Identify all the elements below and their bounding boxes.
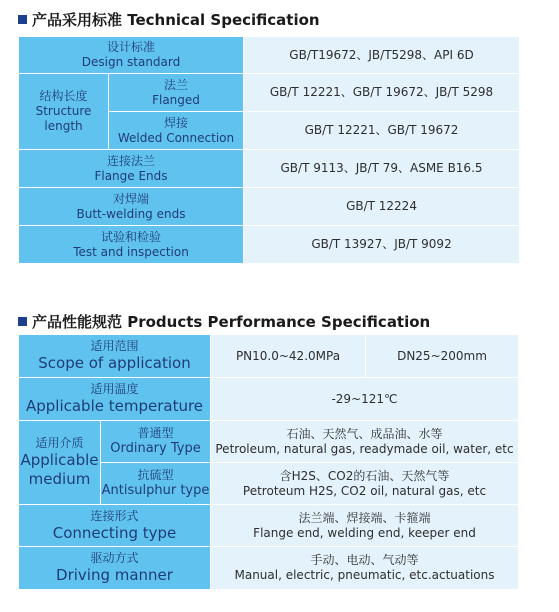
size-range-value: DN25~200mm [366, 335, 519, 378]
table-row [19, 505, 519, 547]
table-row [19, 421, 519, 463]
welded-connection-label: 焊接 Welded Connection [109, 112, 244, 150]
temperature-value: -29~121℃ [211, 378, 519, 421]
technical-spec-heading [18, 8, 320, 30]
heading-square-icon [18, 317, 27, 326]
connecting-type-value: 法兰端、焊接端、卡箍端 Flange end, welding end, keeper end [211, 505, 519, 547]
structure-length-label: 结构长度 Structure length [19, 74, 109, 150]
test-inspection-value: GB/T 13927、JB/T 9092 [244, 226, 520, 264]
table-row [19, 150, 520, 188]
flange-ends-label: 连接法兰 Flange Ends [19, 150, 244, 188]
technical-spec-title: 产品采用标准 Technical Specification [32, 10, 320, 29]
table-row [19, 547, 519, 590]
driving-manner-label: 驱动方式 Driving manner [19, 547, 211, 590]
temperature-label: 适用温度 Applicable temperature [19, 378, 211, 421]
medium-label: 适用介质 Applicable medium [19, 421, 101, 505]
driving-manner-value: 手动、电动、气动等 Manual, electric, pneumatic, etc.actuations [211, 547, 519, 590]
connecting-type-label: 连接形式 Connecting type [19, 505, 211, 547]
antisulphur-type-value: 含H2S、CO2的石油、天然气等 Petroteum H2S, CO2 oil, natural gas, etc [211, 463, 519, 505]
butt-welding-value: GB/T 12224 [244, 188, 520, 226]
design-standard-label: 设计标准 Design standard [19, 37, 244, 74]
heading-square-icon [18, 15, 27, 24]
table-row [19, 37, 520, 74]
scope-label: 适用范围 Scope of application [19, 335, 211, 378]
test-inspection-label: 试验和检验 Test and inspection [19, 226, 244, 264]
pressure-range-value: PN10.0~42.0MPa [211, 335, 366, 378]
butt-welding-label: 对焊端 Butt-welding ends [19, 188, 244, 226]
table-row [19, 188, 520, 226]
antisulphur-type-label: 抗硫型 Antisulphur type [101, 463, 211, 505]
flange-ends-value: GB/T 9113、JB/T 79、ASME B16.5 [244, 150, 520, 188]
flanged-value: GB/T 12221、GB/T 19672、JB/T 5298 [244, 74, 520, 112]
performance-spec-table [18, 334, 519, 590]
table-row [19, 74, 520, 112]
technical-spec-table [18, 36, 520, 264]
table-row [19, 335, 519, 378]
welded-connection-value: GB/T 12221、GB/T 19672 [244, 112, 520, 150]
table-row [19, 226, 520, 264]
table-row [19, 378, 519, 421]
ordinary-type-label: 普通型 Ordinary Type [101, 421, 211, 463]
performance-spec-title: 产品性能规范 Products Performance Specification [32, 312, 431, 331]
flanged-label: 法兰 Flanged [109, 74, 244, 112]
ordinary-type-value: 石油、天然气、成品油、水等 Petroleum, natural gas, readymade oil, water, etc [211, 421, 519, 463]
design-standard-value: GB/T19672、JB/T5298、API 6D [244, 37, 520, 74]
performance-spec-heading [18, 310, 430, 332]
